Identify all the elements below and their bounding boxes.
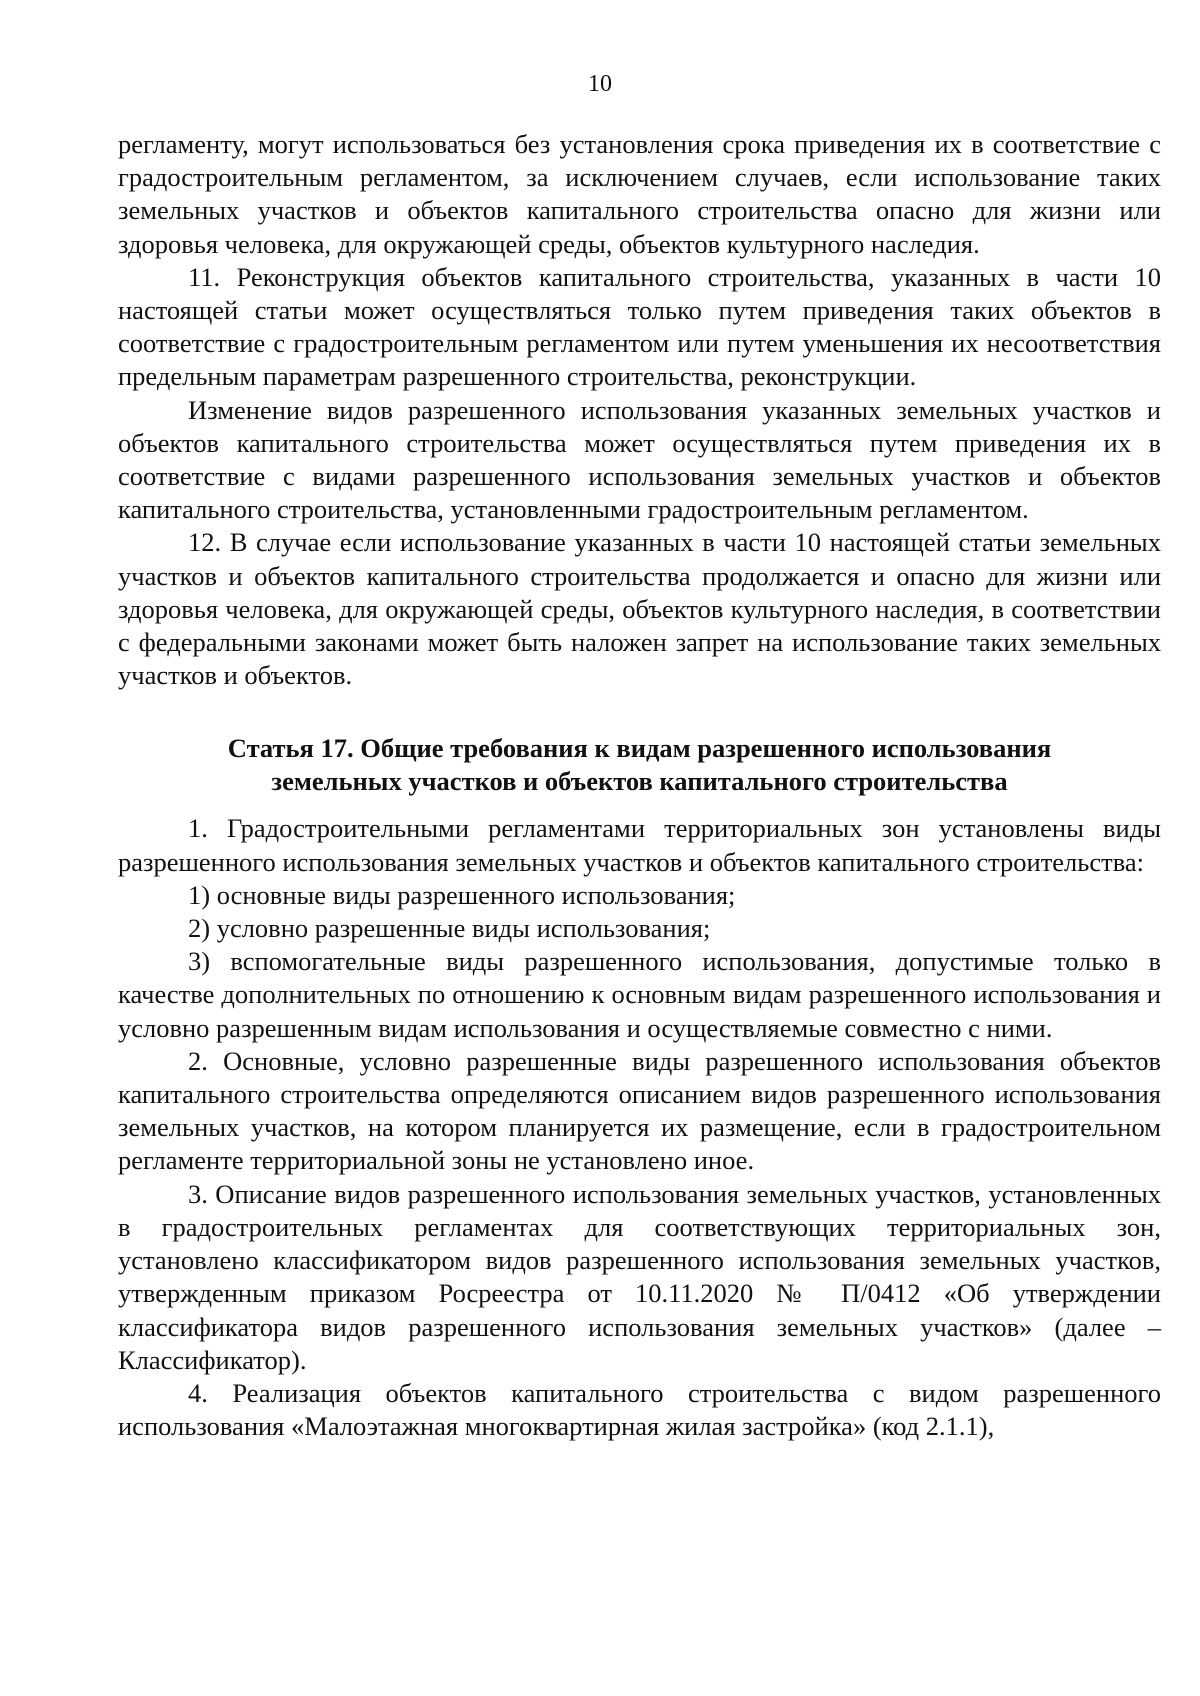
list-item: 1) основные виды разрешенного использования; <box>188 879 736 910</box>
paragraph: 2. Основные, условно разрешенные виды разрешенного использования объектов капитального строительства определяются описанием видов разрешенного использования земельных участков, на котором планируется их размещение, если в градостроительном регламенте территориальной зоны не установлено иное. <box>118 1045 1161 1176</box>
list-item: 2) условно разрешенные виды использования; <box>188 913 711 944</box>
article-heading-line-1: Статья 17. Общие требования к видам разрешенного использования <box>227 733 1052 764</box>
paragraph: Изменение видов разрешенного использования указанных земельных участков и объектов капитального строительства может осуществляться путем приведения их в соответствие с видами разрешенного использования земельных участков и объектов капитального строительства, установленными градостроительным регламентом. <box>118 394 1161 525</box>
paragraph: 1. Градостроительными регламентами территориальных зон установлены виды разрешенного использования земельных участков и объектов капитального строительства: <box>118 813 1161 877</box>
document-body <box>118 128 1161 1443</box>
paragraph: 11. Реконструкция объектов капитального строительства, указанных в части 10 настоящей статьи может осуществляться только путем приведения таких объектов в соответствие с градостроительным регламентом или путем уменьшения их несоответствия предельным параметрам разрешенного строительства, реконструкции. <box>118 261 1161 392</box>
paragraph: 3. Описание видов разрешенного использования земельных участков, установленных в градостроительных регламентах для соответствующих территориальных зон, установлено классификатором видов разрешенного использования земельных участков, утвержденным приказом Росреестра от 10.11.2020 № П/0412 «Об утверждении классификатора видов разрешенного использования земельных участков» (далее – Классификатор). <box>118 1178 1161 1375</box>
page-number: 10 <box>588 71 612 97</box>
list-item: 3) вспомогательные виды разрешенного использования, допустимые только в качестве дополнительных по отношению к основным видам разрешенного использования и условно разрешенным видам использования и осуществляемые совместно с ними. <box>118 946 1161 1043</box>
paragraph: регламенту, могут использоваться без установления срока приведения их в соответствие с градостроительным регламентом, за исключением случаев, если использование таких земельных участков и объектов капитального строительства опасно для жизни или здоровья человека, для окружающей среды, объектов культурного наследия. <box>118 129 1161 259</box>
paragraph: 12. В случае если использование указанных в части 10 настоящей статьи земельных участков и объектов капитального строительства продолжается и опасно для жизни или здоровья человека, для окружающей среды, объектов культурного наследия, в соответствии с федеральными законами может быть наложен запрет на использование таких земельных участков и объектов. <box>118 527 1161 691</box>
article-heading-line-2: земельных участков и объектов капитального строительства <box>271 766 1008 797</box>
article-heading <box>118 732 1161 798</box>
paragraph: 4. Реализация объектов капитального строительства с видом разрешенного использования «Малоэтажная многоквартирная жилая застройка» (код 2.1.1), <box>118 1377 1161 1442</box>
